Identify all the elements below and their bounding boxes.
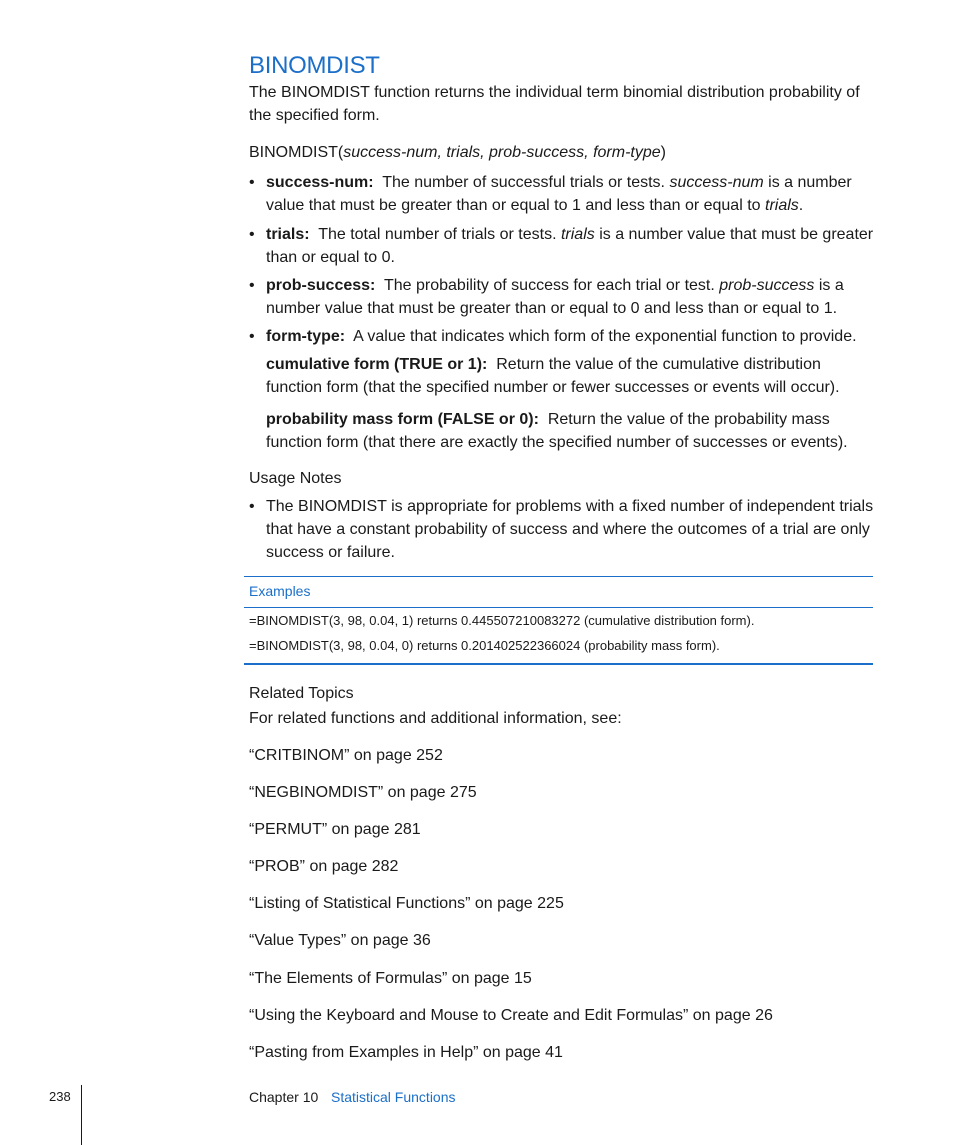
form-name: probability mass form (FALSE or 0): [266,411,539,428]
usage-notes-list [249,495,874,564]
bullet-glyph: • [249,277,255,294]
form-description: Return the value of the probability mass function form (that there are exactly the specified number of successes or events). [266,411,848,451]
example-line: =BINOMDIST(3, 98, 0.04, 0) returns 0.201402522366024 (probability mass form). [249,638,720,653]
syntax-line: BINOMDIST(success-num, trials, prob-success, form-type) [249,144,666,161]
argument-list [249,325,874,348]
related-link-keyboard-mouse[interactable]: “Using the Keyboard and Mouse to Create and Edit Formulas” on page 26 [249,1006,773,1024]
chapter-name-link[interactable]: Statistical Functions [331,1089,456,1105]
usage-notes-heading: Usage Notes [249,470,342,487]
usage-note [249,495,874,564]
argument-list [249,274,874,320]
related-topics-heading: Related Topics [249,685,354,702]
usage-note-text: The BINOMDIST is appropriate for problems with a fixed number of independent trials that have a constant probability of success and where the outcomes of a trial are only success or failure. [266,498,874,561]
syntax-function-name: BINOMDIST [249,144,338,161]
footer-rule [81,1085,82,1145]
argument-text: The total number of trials or tests. [318,226,557,243]
argument-text: The probability of success for each trial or test. [383,277,715,294]
argument-list [249,223,874,269]
argument-ref: trials [765,197,799,214]
bullet-glyph: • [249,498,255,515]
argument-text: The number of successful trials or tests. [382,174,665,191]
argument-form-type [249,325,874,348]
syntax-arguments: success-num, trials, prob-success, form-type [343,144,661,161]
related-topics-intro: For related functions and additional information, see: [249,710,622,727]
examples-divider [244,607,873,608]
argument-ref: success-num [669,174,764,191]
argument-text: is a number value that must be greater than or equal to 0. [266,226,874,266]
related-link-negbinomdist[interactable]: “NEGBINOMDIST” on page 275 [249,784,477,802]
related-link-value-types[interactable]: “Value Types” on page 36 [249,932,431,950]
argument-text: is a number value that must be greater than or equal to 1 and less than or equal to [266,174,852,214]
chapter-label: Chapter 10 [249,1089,319,1105]
form-name: cumulative form (TRUE or 1): [266,356,488,373]
bullet-glyph: • [249,226,255,243]
argument-ref: trials [560,226,595,243]
examples-heading: Examples [249,583,311,599]
argument-success-num [249,171,874,217]
related-link-listing-statistical[interactable]: “Listing of Statistical Functions” on page 225 [249,895,564,913]
argument-name: trials: [266,226,310,243]
example-line: =BINOMDIST(3, 98, 0.04, 1) returns 0.445507210083272 (cumulative distribution form). [249,613,755,628]
argument-text: A value that indicates which form of the exponential function to provide. [353,328,857,345]
form-description: Return the value of the cumulative distribution function form (that the specified number or fewer successes or events will occur). [266,356,840,396]
argument-name: form-type: [266,328,346,345]
page-title: BINOMDIST [249,52,380,79]
intro-paragraph: The BINOMDIST function returns the individual term binomial distribution probability of the specified form. [249,84,860,124]
argument-trials [249,223,874,269]
related-topics-list [249,744,773,1078]
argument-prob-success [249,274,874,320]
form-cumulative [266,353,871,399]
argument-name: prob-success: [266,277,376,294]
related-link-critbinom[interactable]: “CRITBINOM” on page 252 [249,747,443,764]
page-number: 238 [49,1089,71,1104]
form-probability-mass [266,408,871,454]
argument-name: success-num: [266,174,374,191]
bullet-glyph: • [249,174,255,191]
examples-table [244,576,873,665]
argument-text: is a number value that must be greater than or equal to 0 and less than or equal to 1. [266,277,844,317]
argument-text: . [798,197,804,214]
related-link-pasting-examples[interactable]: “Pasting from Examples in Help” on page 41 [249,1043,563,1061]
related-link-prob[interactable]: “PROB” on page 282 [249,858,399,876]
related-link-elements-formulas[interactable]: “The Elements of Formulas” on page 15 [249,969,532,987]
related-link-permut[interactable]: “PERMUT” on page 281 [249,821,421,839]
argument-list [249,171,874,217]
argument-ref: prob-success [719,277,815,294]
bullet-glyph: • [249,328,255,345]
